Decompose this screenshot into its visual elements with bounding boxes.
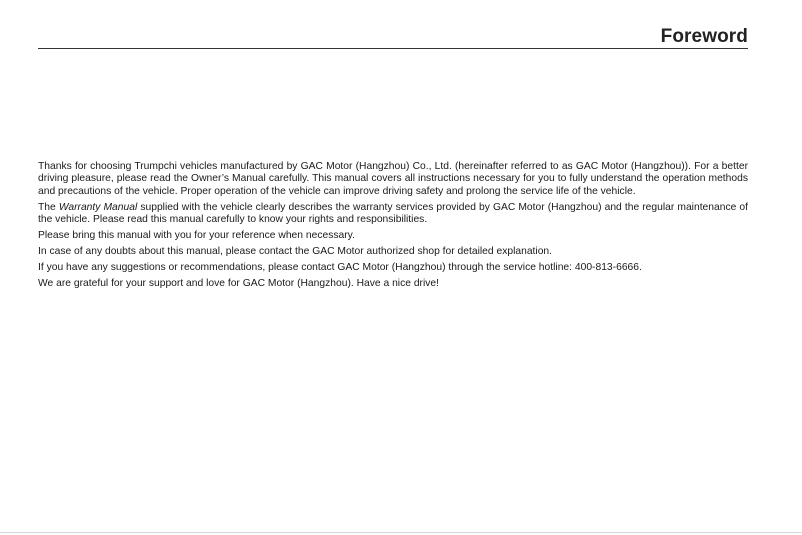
paragraph-hotline: If you have any suggestions or recommendations, please contact GAC Motor (Hangzhou) through the service hotline: 400-813-6666. — [38, 262, 642, 274]
page-bottom-edge — [0, 532, 802, 533]
header-divider — [38, 48, 748, 49]
warranty-manual-title: Warranty Manual — [58, 201, 138, 213]
foreword-body — [38, 161, 748, 294]
paragraph-doubts: In case of any doubts about this manual, please contact the GAC Motor authorized shop for detailed explanation. — [38, 246, 553, 258]
paragraph-warranty — [38, 202, 748, 227]
paragraph-thanks: Thanks for choosing Trumpchi vehicles manufactured by GAC Motor (Hangzhou) Co., Ltd. (hereinafter referred to as GAC Motor (Hangzhou)). For a better driving pleasure, please read the Owner’s Manual carefully. This manual covers all instructions necessary for you to fully understand the operation methods and precautions of the vehicle. Proper operation of the vehicle can improve driving safety and prolong the service life of the vehicle. — [38, 161, 748, 197]
paragraph-bring-manual: Please bring this manual with you for your reference when necessary. — [38, 230, 355, 242]
paragraph-warranty-prefix: The — [38, 201, 59, 213]
paragraph-gratitude: We are grateful for your support and love for GAC Motor (Hangzhou). Have a nice drive! — [38, 278, 440, 290]
paragraph-warranty-suffix: supplied with the vehicle clearly describes the warranty services provided by GAC Motor (Hangzhou) and the regular maintenance of the vehicle. Please read this manual carefully to know your rights and responsibilities. — [38, 201, 748, 226]
page-title: Foreword — [660, 26, 748, 47]
